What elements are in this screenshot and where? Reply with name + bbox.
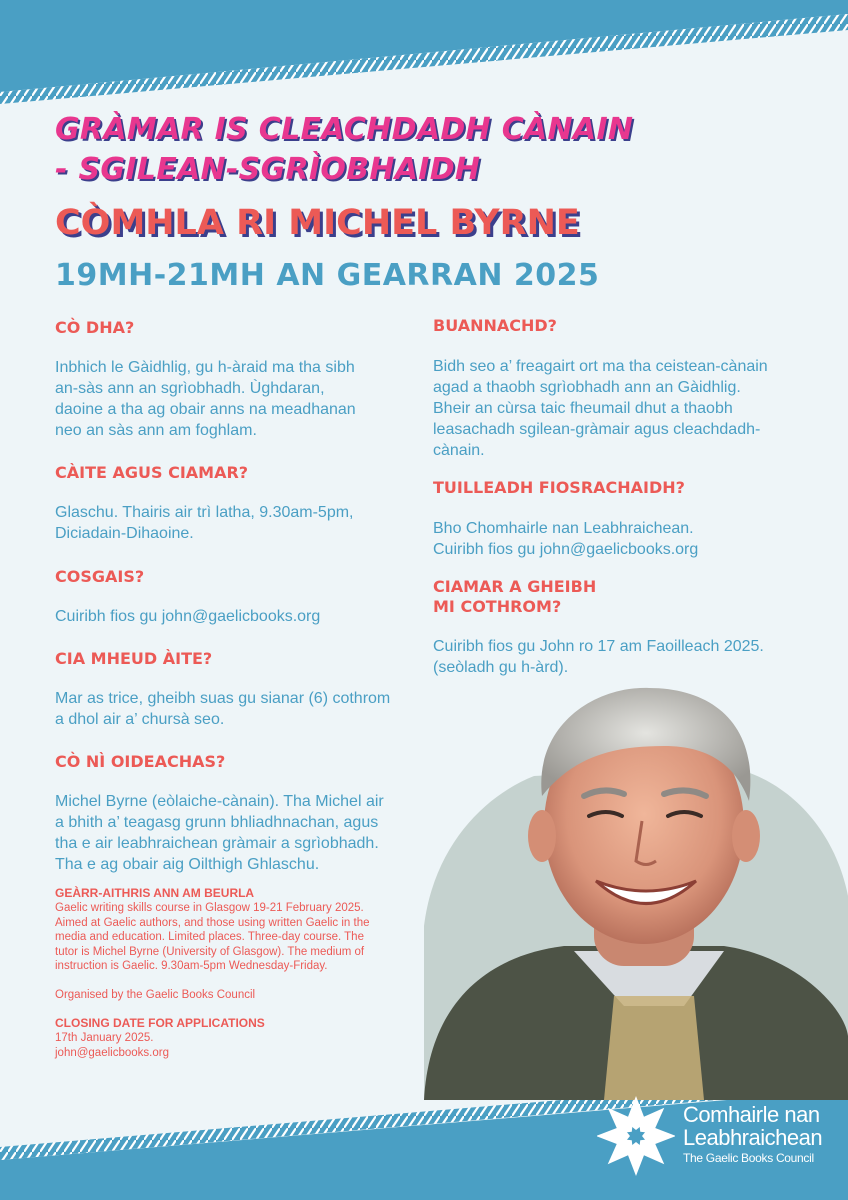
- text-line: a bhith a’ teagasg grunn bhliadhnachan, agus: [55, 814, 379, 831]
- question-cost: COSGAIS?: [55, 567, 145, 586]
- snowflake-star-icon: [597, 1093, 675, 1179]
- text-line: Bheir an cùrsa taic fheumail dhut a thaobh: [433, 400, 733, 417]
- text-line: Cuiribh fios gu john@gaelicbooks.org: [55, 608, 321, 625]
- text-line: media and education. Limited places. Three-day course. The: [55, 931, 364, 943]
- text-line: Michel Byrne (eòlaiche-cànain). Tha Michel air: [55, 793, 384, 810]
- closing-email: john@gaelicbooks.org: [55, 1046, 169, 1059]
- answer-benefit: [433, 356, 813, 461]
- text-line: agad a thaobh sgrìobhadh ann an Gàidhlig.: [433, 379, 741, 396]
- text-line: leasachadh sgilean-gràmair agus cleachdadh-: [433, 421, 761, 438]
- text-line: Inbhich le Gàidhlig, gu h-àraid ma tha sibh: [55, 359, 355, 376]
- title-dates: 19MH-21MH AN GEARRAN 2025: [55, 258, 600, 293]
- question-more-info: TUILLEADH FIOSRACHAIDH?: [433, 478, 685, 497]
- right-column: [433, 316, 813, 678]
- question-benefit: BUANNACHD?: [433, 316, 557, 335]
- text-line: cànain.: [433, 442, 485, 459]
- text-line: tutor is Michel Byrne (University of Glasgow). The medium of: [55, 945, 365, 958]
- summary-heading: GEÀRR-AITHRIS ANN AM BEURLA: [55, 886, 255, 900]
- text-line: daoine a tha ag obair anns na meadhanan: [55, 401, 356, 418]
- text-line: (seòladh gu h-àrd).: [433, 659, 569, 676]
- title-line-1: GRÀMAR IS CLEACHDADH CÀNAIN: [55, 112, 634, 147]
- text-line: Bho Chomhairle nan Leabhraichean.: [433, 520, 694, 537]
- question-tutor: CÒ NÌ OIDEACHAS?: [55, 752, 226, 771]
- answer-who: [55, 357, 415, 441]
- text-line: Mar as trice, gheibh suas gu sianar (6) cothrom: [55, 690, 391, 707]
- text-line: Cuiribh fios gu John ro 17 am Faoilleach 2025.: [433, 638, 764, 655]
- text-line: neo an sàs ann am foghlam.: [55, 422, 257, 439]
- text-line: an-sàs ann an sgrìobhadh. Ùghdaran,: [55, 380, 325, 397]
- question-where: CÀITE AGUS CIAMAR?: [55, 463, 249, 482]
- closing-heading: CLOSING DATE FOR APPLICATIONS: [55, 1016, 265, 1030]
- portrait-photo: [424, 676, 848, 1100]
- logo-line-3: The Gaelic Books Council: [683, 1151, 814, 1165]
- answer-more-info: [433, 518, 813, 560]
- answer-apply: [433, 636, 813, 678]
- question-who: CÒ DHA?: [55, 318, 135, 337]
- text-line: a dhol air a’ chursà seo.: [55, 711, 225, 728]
- text-line: Tha e ag obair aig Oilthigh Ghlaschu.: [55, 856, 320, 873]
- text-line: MI COTHROM?: [433, 597, 562, 616]
- answer-tutor: [55, 791, 415, 875]
- question-places: CIA MHEUD ÀITE?: [55, 649, 213, 668]
- answer-places: [55, 688, 415, 730]
- text-line: Gaelic writing skills course in Glasgow 19-21 February 2025.: [55, 902, 364, 914]
- title-tutor: CÒMHLA RI MICHEL BYRNE: [55, 203, 580, 243]
- text-line: instruction is Gaelic. 9.30am-5pm Wednesday-Friday.: [55, 960, 328, 972]
- organised-by: Organised by the Gaelic Books Council: [55, 988, 256, 1001]
- text-line: Cuiribh fios gu john@gaelicbooks.org: [433, 541, 699, 558]
- logo-line-1: Comhairle nan: [683, 1102, 820, 1127]
- text-line: CIAMAR A GHEIBH: [433, 577, 597, 596]
- text-line: Glaschu. Thairis air trì latha, 9.30am-5pm,: [55, 504, 354, 521]
- text-line: Bidh seo a’ freagairt ort ma tha ceistean-cànain: [433, 358, 768, 375]
- left-column: [55, 318, 415, 875]
- closing-date: 17th January 2025.: [55, 1032, 154, 1044]
- answer-cost: [55, 606, 415, 627]
- question-apply: [433, 577, 813, 617]
- logo-line-2: Leabhraichean: [683, 1125, 823, 1150]
- summary-body: [55, 901, 425, 974]
- title-line-2: - SGILEAN-SGRÌOBHAIDH: [55, 152, 481, 187]
- english-summary: [55, 886, 425, 1060]
- text-line: Aimed at Gaelic authors, and those using written Gaelic in the: [55, 916, 370, 929]
- text-line: Diciadain-Dihaoine.: [55, 525, 194, 542]
- text-line: tha e air leabhraichean gràmair a sgrìobhadh.: [55, 835, 379, 852]
- answer-where: [55, 502, 415, 544]
